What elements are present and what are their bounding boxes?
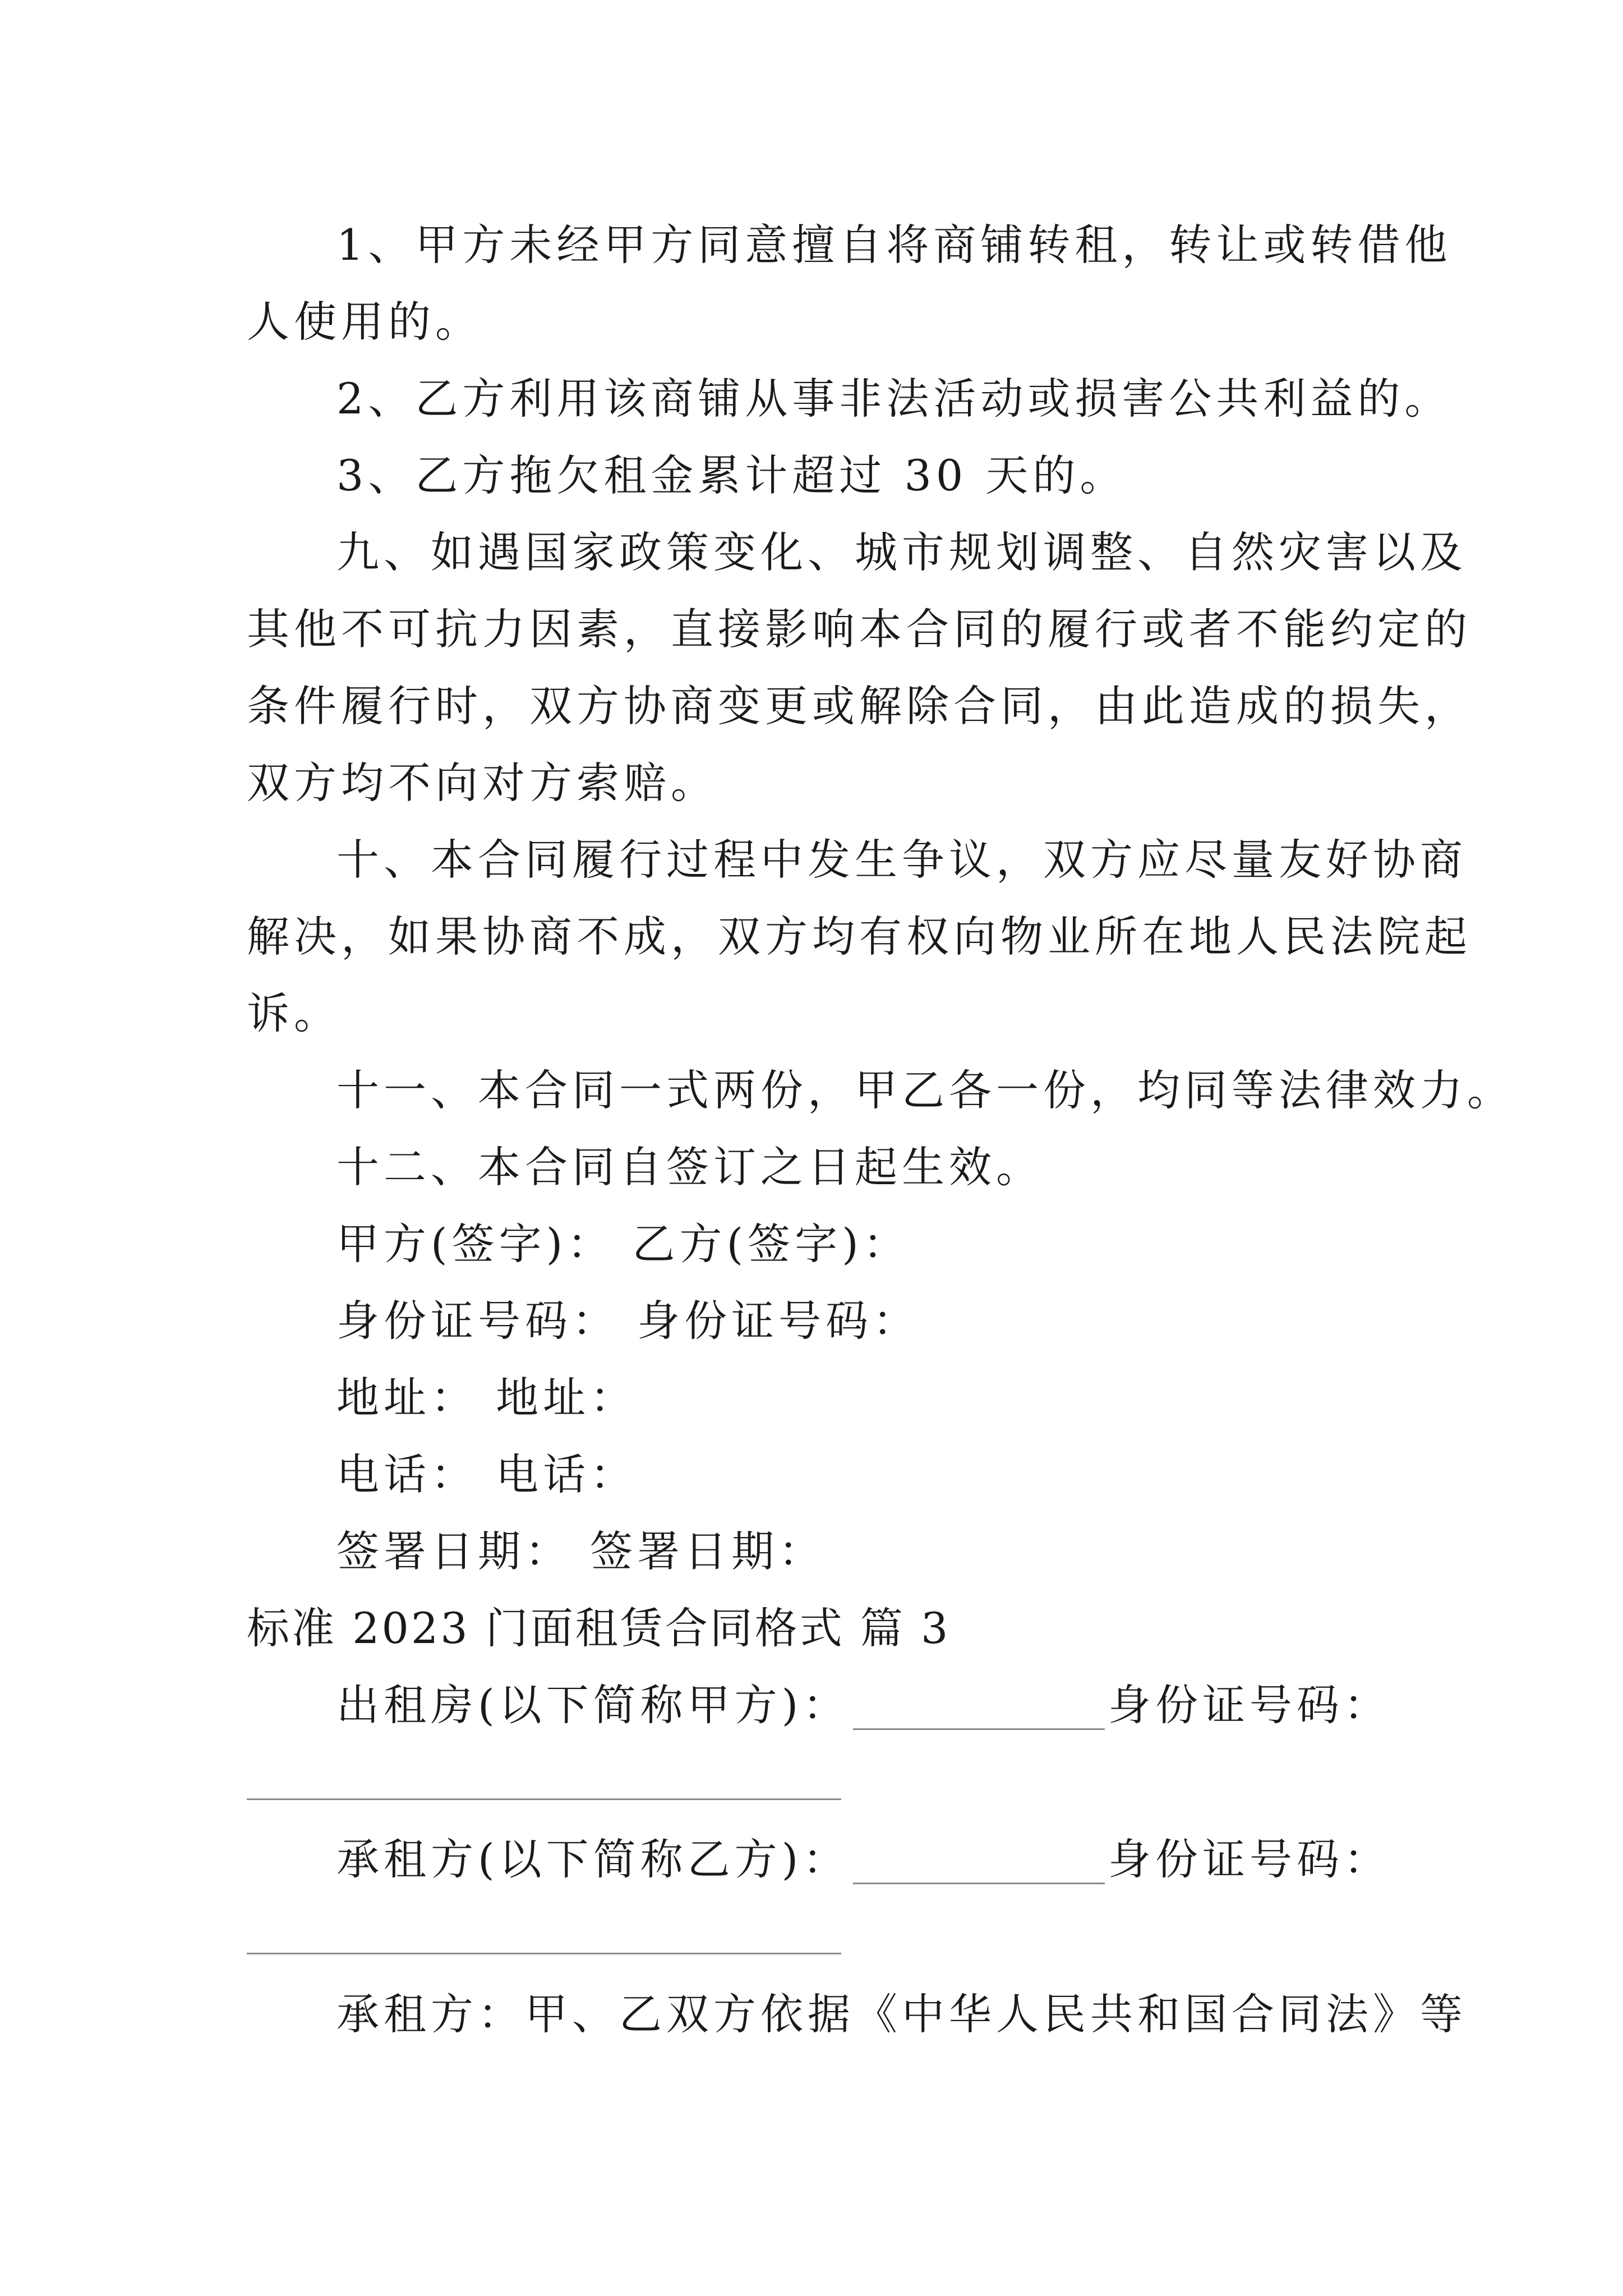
clause-10: [247, 821, 1472, 1052]
text-line: 解决，如果协商不成，双方均有权向物业所在地人民法院起: [247, 912, 1472, 961]
termination-item-3: 3、乙方拖欠租金累计超过 30 天的。: [336, 450, 1127, 500]
text-line: 1、甲方未经甲方同意擅自将商铺转租，转让或转借他: [336, 220, 1452, 270]
lessee-row: [336, 1821, 1391, 1898]
signature-party-line: 甲方(签字)： 乙方(签字)：: [336, 1219, 910, 1269]
signature-id-line: 身份证号码： 身份证号码：: [336, 1296, 920, 1346]
termination-item-2: 2、乙方利用该商铺从事非法活动或损害公共利益的。: [336, 374, 1452, 424]
lessor-name-blank: [853, 1683, 1105, 1730]
text-line: 九、如遇国家政策变化、城市规划调整、自然灾害以及: [336, 527, 1467, 577]
lessor-row: [336, 1667, 1391, 1743]
lessor-id-label: 身份证号码：: [1108, 1680, 1391, 1730]
clause-11: 十一、本合同一式两份，甲乙各一份，均同等法律效力。: [336, 1065, 1514, 1115]
section-title: 标准 2023 门面租赁合同格式 篇 3: [247, 1603, 951, 1653]
text-line: 双方均不向对方索赔。: [247, 758, 718, 808]
clause-12: 十二、本合同自签订之日起生效。: [336, 1142, 1043, 1192]
signature-date-line: 签署日期： 签署日期：: [336, 1526, 826, 1576]
clause-9: [247, 514, 1472, 821]
text-line: 十、本合同履行过程中发生争议，双方应尽量友好协商: [336, 835, 1467, 885]
lessor-label: 出租房(以下简称甲方)：: [336, 1680, 850, 1730]
lessee-id-blank: [247, 1953, 841, 1954]
signature-address-line: 地址： 地址：: [336, 1373, 638, 1423]
text-line: 诉。: [247, 988, 341, 1038]
signature-phone-line: 电话： 电话：: [336, 1450, 638, 1499]
preamble-line: 承租方：甲、乙双方依据《中华人民共和国合同法》等: [336, 1989, 1467, 2039]
text-line: 条件履行时，双方协商变更或解除合同，由此造成的损失，: [247, 681, 1472, 731]
lessee-name-blank: [853, 1838, 1105, 1884]
lessee-label: 承租方(以下简称乙方)：: [336, 1834, 850, 1884]
termination-item-1: [247, 206, 1452, 360]
lessee-id-label: 身份证号码：: [1108, 1834, 1391, 1884]
text-line: 人使用的。: [247, 297, 482, 347]
text-line: 其他不可抗力因素，直接影响本合同的履行或者不能约定的: [247, 604, 1472, 654]
lessor-id-blank: [247, 1798, 841, 1800]
